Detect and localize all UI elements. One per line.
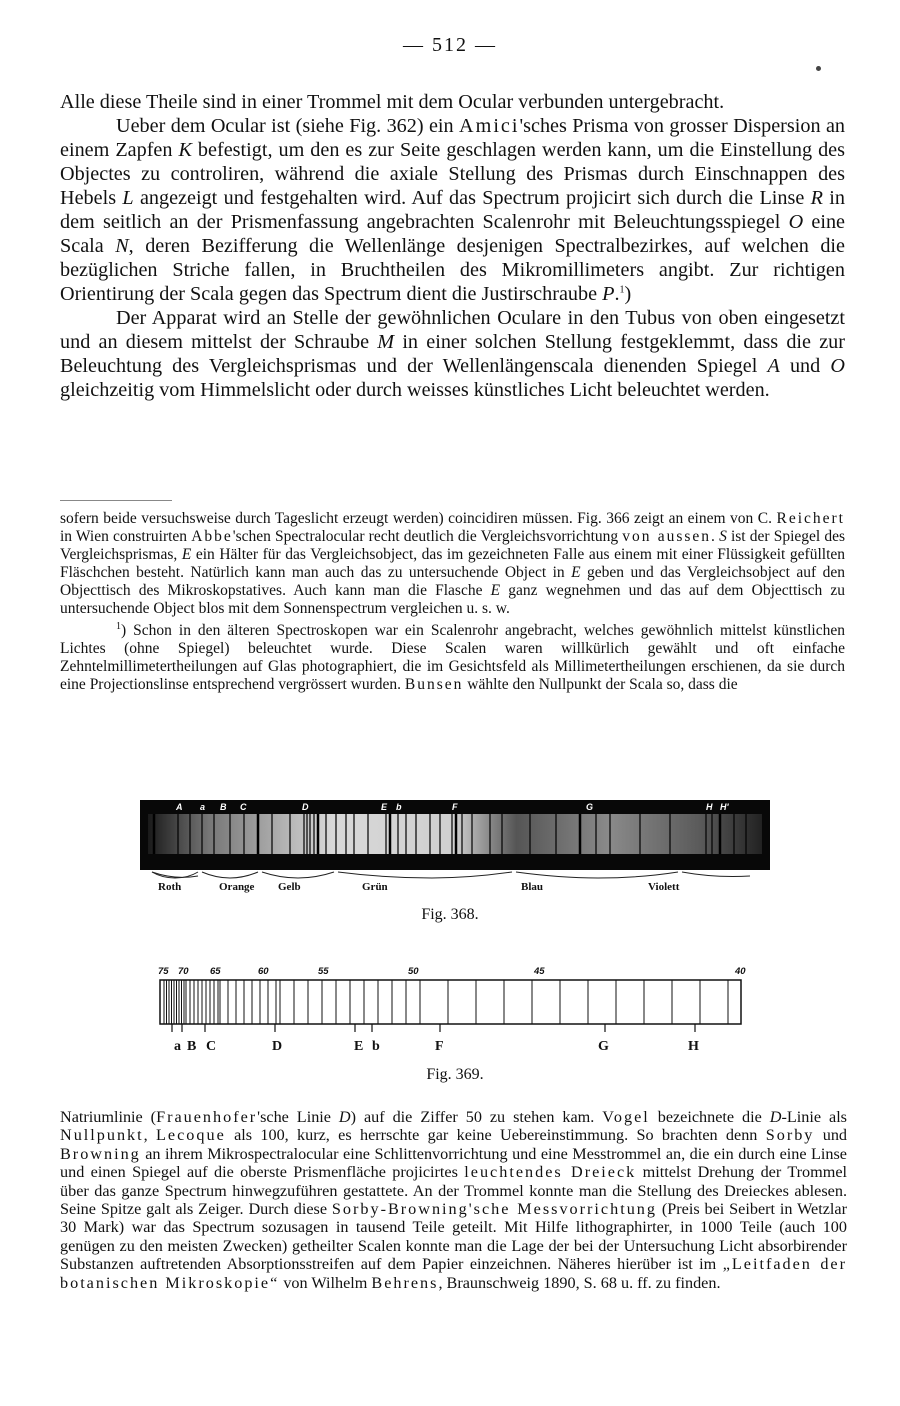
footnotes <box>60 510 845 694</box>
spectrum-letter-b: b <box>396 802 402 812</box>
scale-number-50: 50 <box>408 966 419 977</box>
scale-number-40: 40 <box>735 966 746 977</box>
scale-letter-D: D <box>272 1039 283 1054</box>
spectrum-letter-C: C <box>240 802 247 812</box>
scale-box <box>160 980 741 1024</box>
color-label-orange: Orange <box>219 881 255 893</box>
color-label-violett: Violett <box>648 881 680 893</box>
page-number: — 512 — <box>403 34 497 56</box>
scale-number-70: 70 <box>178 966 189 977</box>
scale-letter-G: G <box>598 1039 609 1054</box>
spectrum-letter-F: F <box>452 802 458 812</box>
spectrum-letter-D: D <box>302 802 309 812</box>
scale-letter-b: b <box>372 1039 380 1054</box>
scale-letter-a: a <box>174 1039 181 1054</box>
paragraph-1: Alle diese Theile sind in einer Trommel mit dem Ocular verbunden untergebracht. <box>60 91 725 113</box>
spectrum-letter-G: G <box>586 802 594 812</box>
scale-number-45: 45 <box>534 966 545 977</box>
figure-369-caption: Fig. 369. <box>426 1066 484 1083</box>
bottom-paragraph: Natriumlinie (Frauenhofer'sche Linie D) auf die Ziffer 50 zu stehen kam. Vogel bezeichnete die D-Linie als Nullpunkt, Lecoque als 100, kurz, es herrschte gar keine Uebereinstimmung. So brachten denn Sorby und Browning an ihrem Mikrospectralocular eine Schlittenvorrichtung und eine Messtrommel an, die ein durch eine Linse und einen Spiegel auf die oberste Prismenfläche projicirtes leuchtendes Dreieck mittelst Drehung der Trommel über das ganze Spectrum hinwegzuführen gestattete. An der Trommel konnte man die Stellung des Dreieckes ablesen. Seine Spitze galt als Zeiger. Durch diese Sorby-Browning'sche Messvorrichtung (Preis bei Seibert in Wetzlar 30 Mark) war das Spectrum sozusagen in tausend Teile geteilt. Mit Hilfe lithographirter, in 1000 Teile (auch 100 genügen zu den meisten Zwecken) getheilter Scalen konnte man die Lage der bei der Untersuchung Licht absorbirender Substanzen auftretenden Absorptionsstreifen auf dem Papier einzeichnen. Näheres hierüber ist im „Leitfaden der botanischen Mikroskopie“ von Wilhelm Behrens, Braunschweig 1890, S. 68 u. ff. zu finden. <box>60 1108 848 1292</box>
color-braces <box>152 872 750 878</box>
scale-letter-B: B <box>187 1039 197 1054</box>
scale-letter-H: H <box>688 1039 699 1054</box>
color-label-blau: Blau <box>521 881 544 893</box>
color-label-gelb: Gelb <box>278 881 301 893</box>
ink-speck <box>816 66 821 71</box>
footnote-rule <box>60 500 172 501</box>
footnote-ref: 1 <box>619 284 625 296</box>
spectrum-letter-H-prime: H' <box>720 802 729 812</box>
spectrum-letter-B: B <box>220 802 227 812</box>
color-label-gruen: Grün <box>362 881 388 893</box>
scale-number-60: 60 <box>258 966 269 977</box>
figure-368-caption: Fig. 368. <box>421 906 479 923</box>
spectrum-letter-E: E <box>381 802 388 812</box>
spectrum-letter-H: H <box>706 802 713 812</box>
footnote-continuation: sofern beide versuchsweise durch Tageslicht erzeugt werden) coincidiren müssen. Fig. 366 zeigt an einem von C. Reichert in Wien construirten Abbe'schen Spectralocular recht deutlich die Vergleichsvorrichtung von aussen. S ist der Spiegel des Vergleichsprismas, E ein Hälter für das Vergleichsobject, das im gezeichneten Falle aus einem mit einer Flüssigkeit gefüllten Fläschchen besteht. Natürlich kann man auch das zu untersuchende Object in E geben und das Vergleichsobject auf den Objecttisch des Mikroskopstatives. Auch kann man die Flasche E ganz wegnehmen und das auf dem Objecttisch zu untersuchende Object blos mit dem Sonnenspectrum vergleichen u. s. w. <box>60 510 846 617</box>
scale-number-75: 75 <box>158 966 169 977</box>
scale-letter-C: C <box>206 1039 217 1054</box>
footnote-1: $^1$) Schon in den älteren Spectroskopen war ein Scalenrohr angebracht, welches gewöhnlich mittelst künstlichen Lichtes (ohne Spiegel) beleuchtet wurde. Diese Scalen waren willkürlich gewählt und oft einfache Zehntelmillimetertheilungen auf Glas photographiert, die im Gesichtsfeld als Millimetertheilungen erschienen, da sie durch eine Projectionslinse entsprechend vergrössert wurden. Bunsen wählte den Nullpunkt der Scala so, dass die <box>60 620 845 693</box>
line-markers <box>172 1024 695 1032</box>
main-text <box>60 90 845 402</box>
paragraph-3: Der Apparat wird an Stelle der gewöhnlichen Oculare in den Tubus von oben eingesetzt und an diesem mittelst der Schraube M in einer solchen Stellung festgeklemmt, dass die zur Beleuchtung des Vergleichsprismas und der Wellenlängenscala dienenden Spiegel A und O gleichzeitig vom Himmelslicht oder durch weisses künstliches Licht beleuchtet werden. <box>60 307 845 401</box>
color-label-roth: Roth <box>158 881 182 893</box>
scale-number-55: 55 <box>318 966 329 977</box>
scale-number-65: 65 <box>210 966 221 977</box>
scale-letter-F: F <box>435 1039 444 1054</box>
paragraph-2: Ueber dem Ocular ist (siehe Fig. 362) ein Amici'sches Prisma von grosser Dispersion an einem Zapfen K befestigt, um den es zur Seite geschlagen werden kann, um die Einstellung des Objectes zu controliren, während die axiale Stellung des Prismas durch Einschnappen des Hebels L angezeigt und festgehalten wird. Auf das Spectrum projicirt sich durch die Linse R in dem seitlich an der Prismenfassung angebrachten Scalenrohr mit Beleuchtungsspiegel O eine Scala N, deren Bezifferung die Wellenlänge desjenigen Spectralbezirkes, auf welchen die bezüglichen Striche fallen, in Bruchtheilen des Mikromillimeters angibt. Zur richtigen Orientirung der Scala gegen das Spectrum dient die Justirschraube P.$^1$) <box>60 115 845 305</box>
spectrum-letter-a: a <box>200 802 206 812</box>
spectrum-letter-A: A <box>176 802 183 812</box>
scale-letter-E: E <box>354 1039 364 1054</box>
